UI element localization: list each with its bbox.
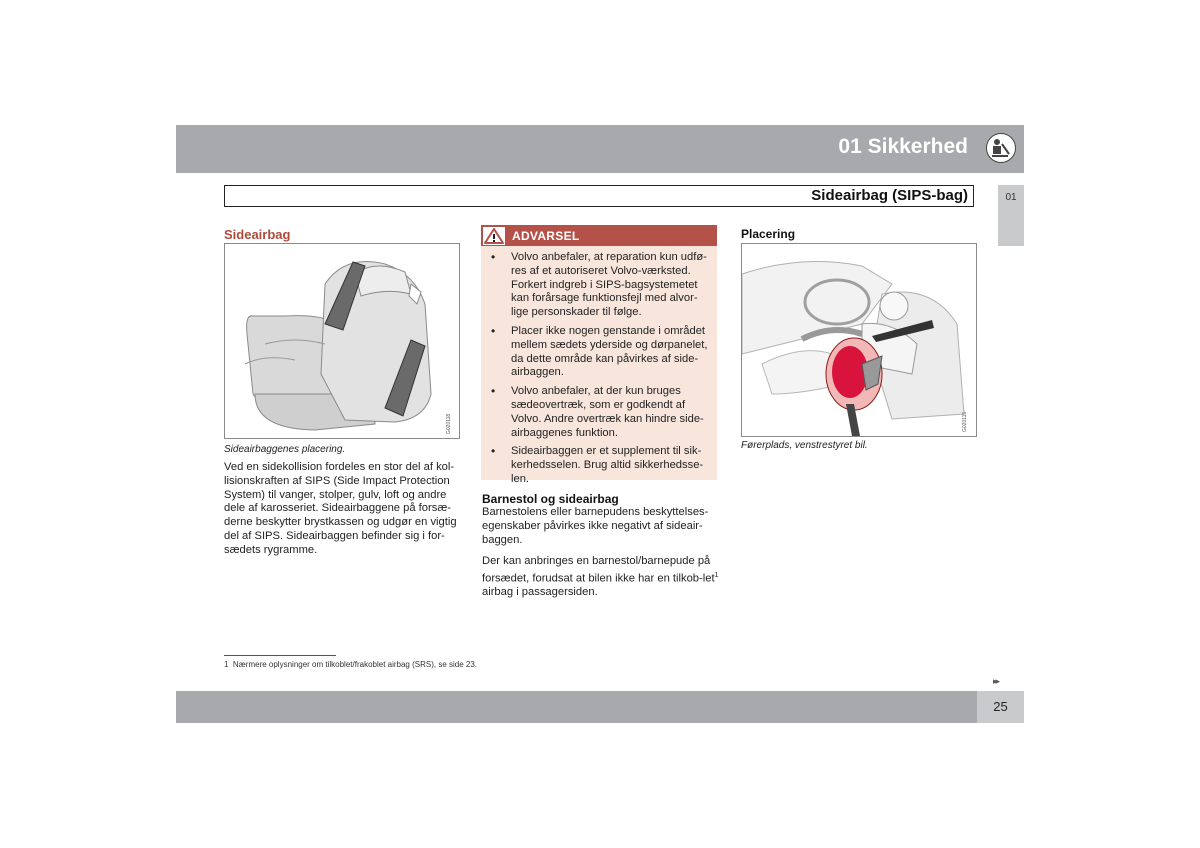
image-code: G020118: [446, 413, 452, 434]
paragraph-text: Der kan anbringes en barnestol/barnepude på forsædet, forudsat at bilen ikke har en tilkob-let: [482, 555, 715, 585]
paragraph-text: airbag i passagersiden.: [482, 586, 598, 599]
page-number: 25: [993, 699, 1008, 714]
seatbelt-icon: [986, 133, 1016, 163]
warning-list: [491, 251, 711, 492]
next-page-arrows-icon[interactable]: ▸▸: [993, 676, 999, 686]
footnote-divider: [224, 655, 336, 656]
image-code: G020115: [962, 411, 968, 432]
chapter-tab-label: 01: [1005, 192, 1017, 203]
footnote-reference[interactable]: 1: [714, 571, 719, 579]
list-item: • Volvo anbefaler, at der kun bruges sædeovertræk, som er godkendt af Volvo. Andre overtræk kan hindre side-airbaggenes funktion.: [491, 385, 711, 440]
footnote-number: 1: [224, 660, 229, 669]
list-item: • Sideairbaggen er et supplement til sik-kerhedsselen. Brug altid sikkerhedsse-len.: [491, 445, 711, 486]
chapter-title: 01 Sikkerhed: [838, 135, 968, 158]
footnote-text: Nærmere oplysninger om tilkoblet/frakoblet airbag (SRS), se side 23.: [232, 660, 478, 669]
left-paragraph: Ved en sidekollision fordeles en stor del af kol-lisionskraften af SIPS (Side Impact Protection System) til vanger, stolper, gulv, loft og andre dele af karosseriet. Sideairbaggene på forsæ-derne beskytter brystkassen og udgør en vigtig del af SIPS. Sideairbaggen befinder sig i for-sædets rygramme.: [224, 461, 457, 556]
left-image-caption: Sideairbaggenes placering.: [224, 444, 346, 455]
section-title: Sideairbag (SIPS-bag): [811, 187, 968, 204]
sideairbag-heading: Sideairbag: [224, 227, 291, 242]
child-seat-heading: Barnestol og sideairbag: [482, 492, 619, 506]
list-item: • Volvo anbefaler, at reparation kun udfø-res af et autoriseret Volvo-værksted. Forkert indgreb i SIPS-bagsystemetet kan forårsage funktionsfejl med alvor-lige personskader til følge.: [491, 251, 711, 320]
child-seat-paragraph-1: Barnestolens eller barnepudens beskyttelses-egenskaber påvirkes ikke negativt af sideair-baggen.: [482, 506, 709, 546]
footer-bar: [176, 691, 977, 723]
placement-heading: Placering: [741, 227, 796, 241]
footnote: [224, 660, 477, 669]
warning-title: ADVARSEL: [512, 229, 580, 243]
driver-airbag-illustration: [741, 243, 977, 437]
right-image-caption: Førerplads, venstrestyret bil.: [741, 440, 868, 451]
child-seat-paragraph-2: [482, 555, 722, 600]
list-item: • Placer ikke nogen genstande i området mellem sædets yderside og dørpanelet, da dette område kan påvirkes af side-airbaggen.: [491, 325, 711, 380]
seat-airbag-illustration: [224, 243, 460, 439]
warning-triangle-icon: [483, 227, 505, 245]
